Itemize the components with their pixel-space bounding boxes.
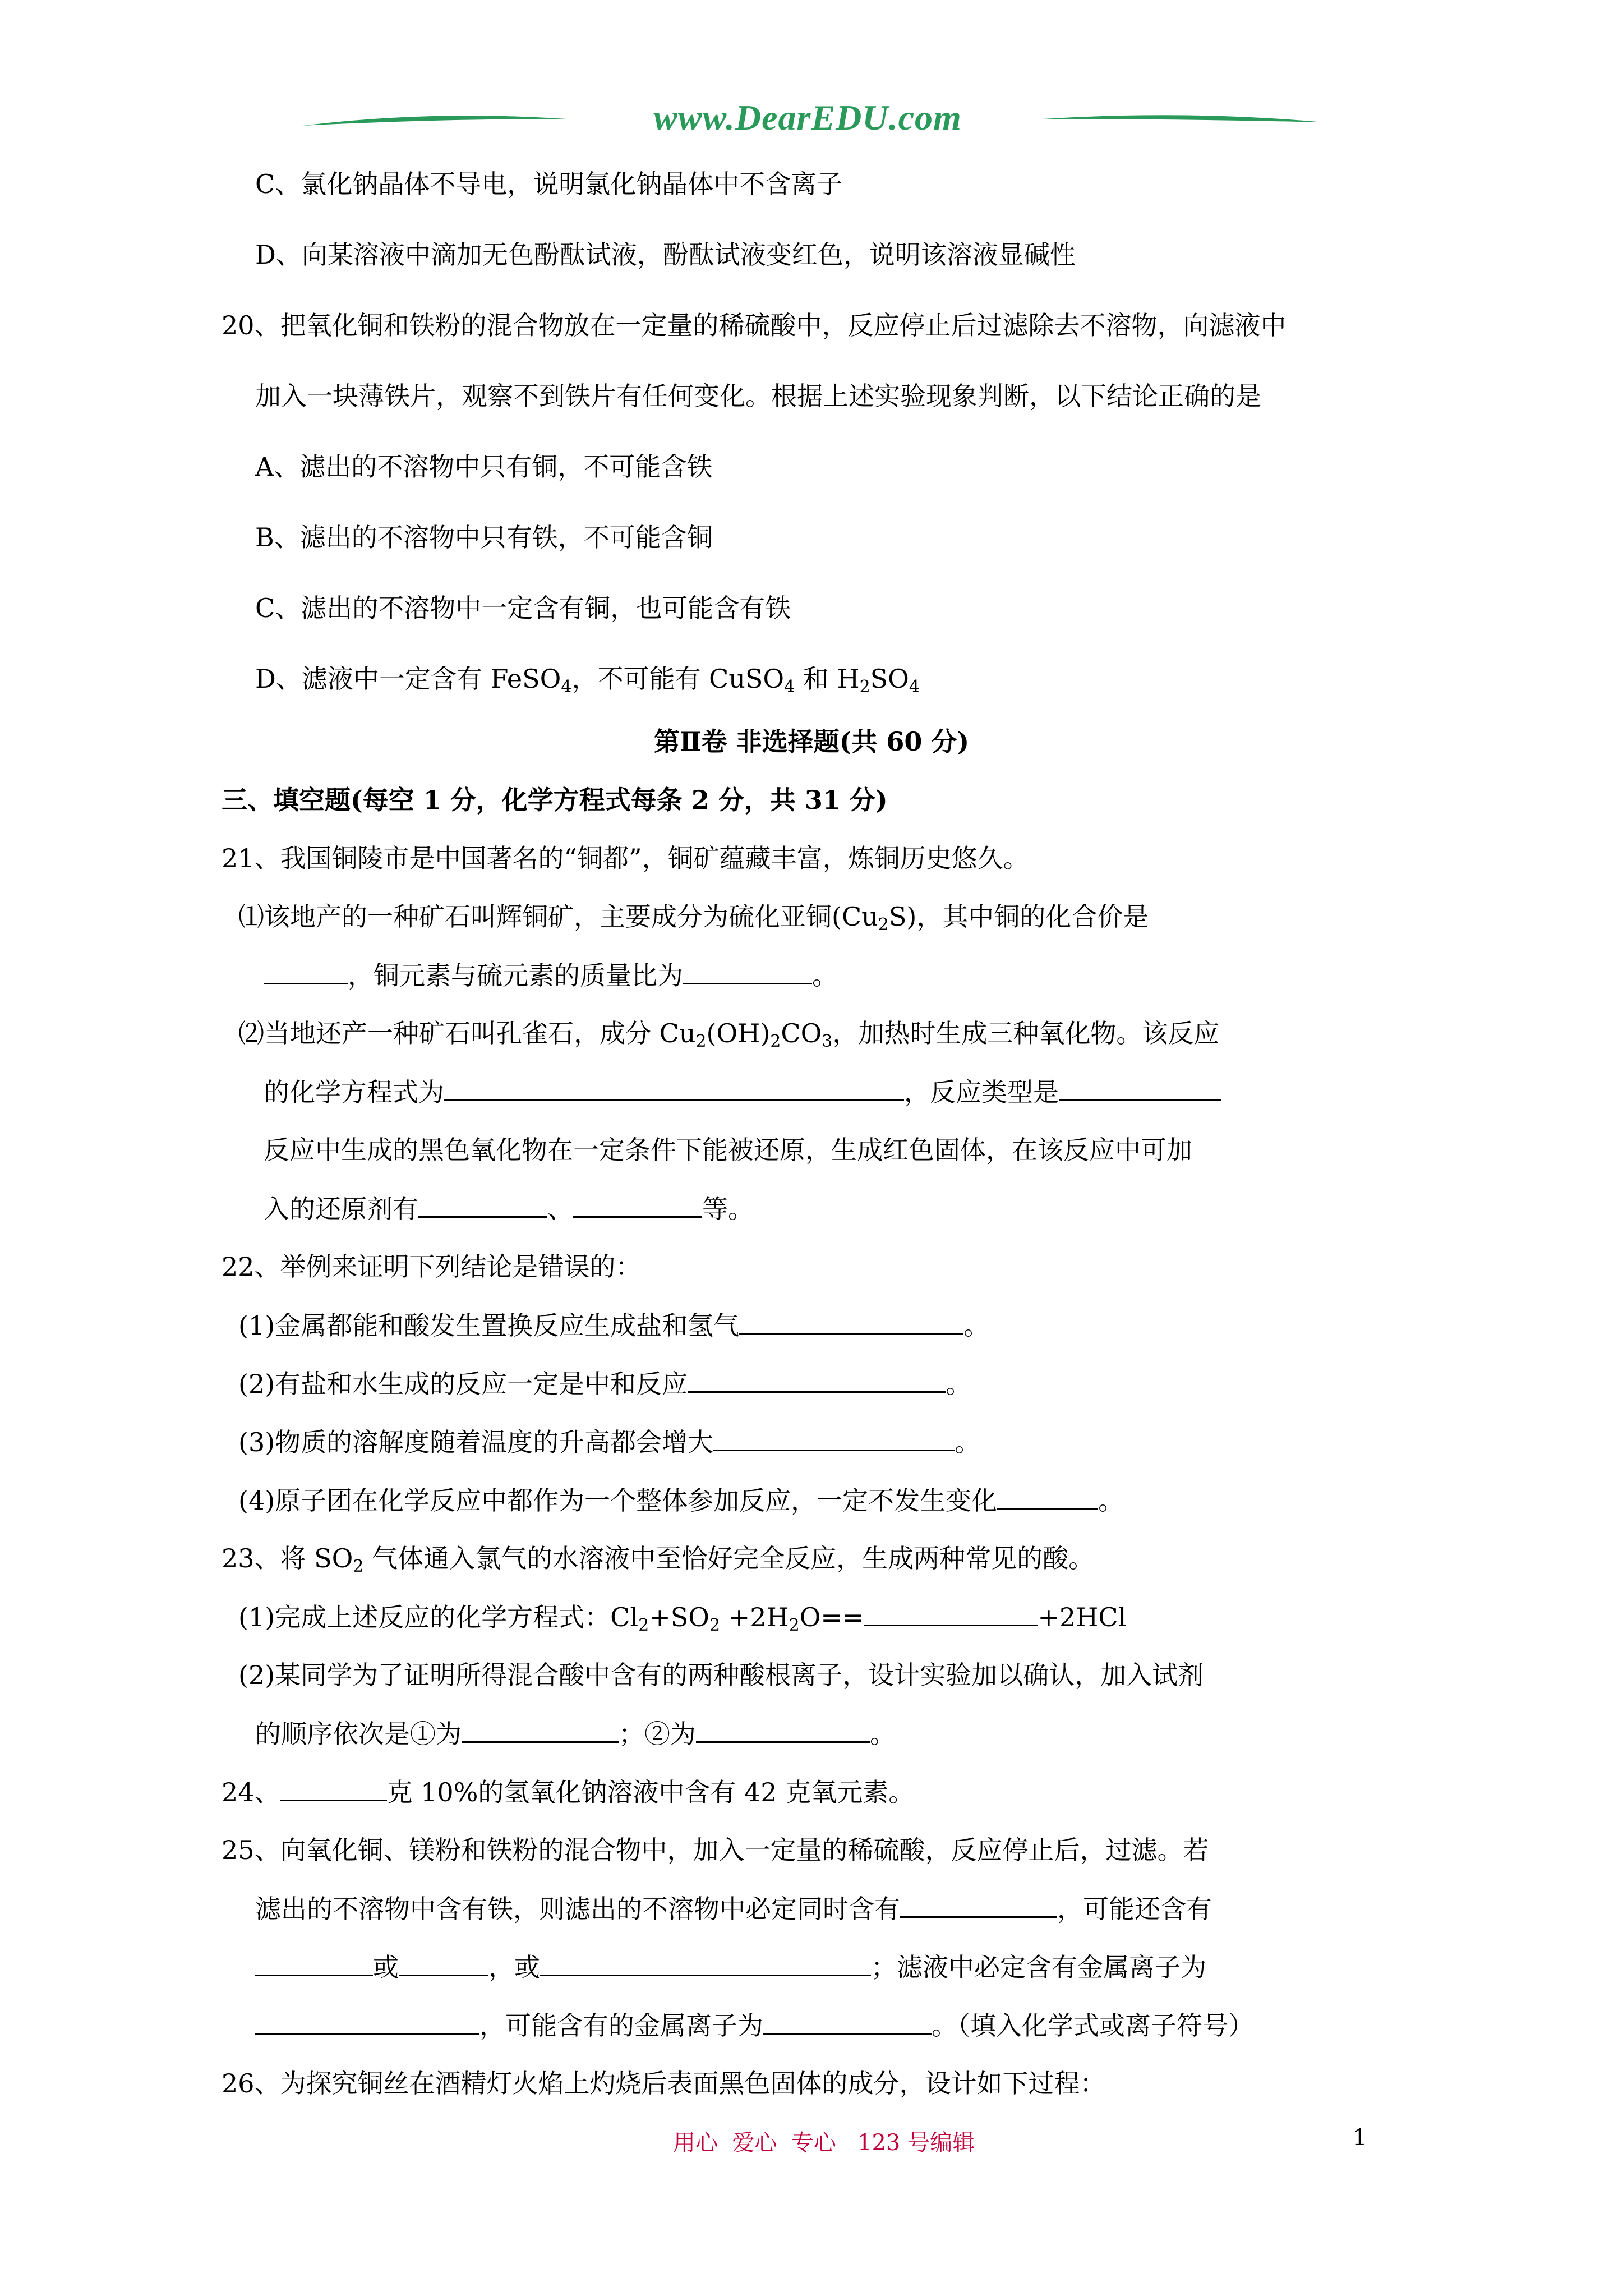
q20-d-text1: D、滤液中一定含有 FeSO — [255, 664, 561, 694]
q21-p1-sub: 2 — [878, 915, 889, 935]
q25-may-contain-blank-1[interactable] — [255, 1950, 373, 1976]
q22-item-3 — [238, 1425, 980, 1459]
q25-line1: 25、向氧化铜、镁粉和铁粉的混合物中，加入一定量的稀硫酸，反应停止后，过滤。若 — [222, 1835, 1209, 1865]
q21-p2-line4-text-a: 入的还原剂有 — [264, 1194, 418, 1224]
q23-stem-text-a: 23、将 SO — [222, 1543, 353, 1573]
q22-item2-blank[interactable] — [688, 1366, 946, 1393]
q22-item1-text: (1)金属都能和酸发生置换反应生成盐和氢气 — [238, 1310, 740, 1341]
q24-text: 克 10%的氢氧化钠溶液中含有 42 克氧元素。 — [386, 1777, 915, 1807]
q22-item2-text: (2)有盐和水生成的反应一定是中和反应 — [238, 1369, 688, 1399]
q20-d-text2: ，不可能有 CuSO — [571, 664, 785, 694]
q21-reducer-blank-2[interactable] — [573, 1191, 702, 1218]
q21-p1-text-a: ⑴该地产的一种矿石叫辉铜矿，主要成分为硫化亚铜(Cu — [238, 901, 878, 932]
q24-prefix: 24、 — [222, 1777, 280, 1807]
q25-line3-text-b: ，或 — [488, 1952, 540, 1982]
q20-option-d — [255, 662, 920, 696]
q23-p2-line2-text-a: 的顺序依次是①为 — [255, 1719, 462, 1749]
q20-option-b: B、滤出的不溶物中只有铁，不可能含铜 — [255, 522, 713, 553]
q23-stem — [222, 1542, 1094, 1575]
q21-reaction-type-blank[interactable] — [1059, 1075, 1221, 1101]
q20-d-sub2: 4 — [784, 677, 795, 697]
q23-p1-sub2: 2 — [709, 1616, 721, 1635]
q22-item1-end: 。 — [963, 1310, 990, 1341]
q22-item-1 — [238, 1308, 989, 1342]
q21-part2-line2 — [264, 1075, 1221, 1109]
q23-p1-text-b: +SO — [649, 1602, 709, 1632]
site-header — [303, 93, 1324, 154]
q21-p2-line2-text-a: 的化学方程式为 — [264, 1077, 444, 1107]
q20-stem-line2: 加入一块薄铁片，观察不到铁片有任何变化。根据上述实验现象判断，以下结论正确的是 — [255, 381, 1261, 411]
q25-must-contain-blank[interactable] — [900, 1892, 1057, 1918]
q22-item2-end: 。 — [946, 1369, 972, 1399]
q20-d-sub3: 2 — [859, 677, 870, 697]
q22-item3-blank[interactable] — [713, 1425, 955, 1451]
q23-stem-text-b: 气体通入氯气的水溶液中至恰好完全反应，生成两种常见的酸。 — [363, 1543, 1095, 1573]
q25-may-contain-blank-2[interactable] — [399, 1950, 488, 1976]
q21-p2-text-b: (OH) — [706, 1018, 771, 1048]
q21-reducer-blank-1[interactable] — [418, 1191, 547, 1218]
q22-item3-text: (3)物质的溶解度随着温度的升高都会增大 — [238, 1427, 714, 1457]
q21-p1-line2-text: ，铜元素与硫元素的质量比为 — [348, 960, 683, 991]
q25-filtrate-ions-blank[interactable] — [255, 2008, 479, 2035]
q25-line2 — [255, 1892, 1212, 1926]
q23-p1-sub3: 2 — [789, 1616, 800, 1635]
q25-line2-text-b: ，可能还含有 — [1057, 1894, 1212, 1924]
site-logo[interactable]: www.DearEDU.com — [653, 98, 962, 137]
q22-item-4 — [238, 1483, 1124, 1517]
q21-p2-line4-text-b: 、 — [547, 1194, 573, 1224]
q26-stem: 26、为探究铜丝在酒精灯火焰上灼烧后表面黑色固体的成分，设计如下过程： — [222, 2068, 1106, 2099]
q23-reagent-2-blank[interactable] — [696, 1717, 870, 1743]
q21-p1-text-b: S)，其中铜的化合价是 — [888, 901, 1149, 932]
q25-possible-ions-blank[interactable] — [763, 2008, 932, 2035]
q23-p2-line2-text-b: ；②为 — [619, 1719, 696, 1749]
q23-stem-sub: 2 — [353, 1557, 364, 1576]
q25-line3-text-a: 或 — [373, 1952, 399, 1982]
q25-line4 — [255, 2008, 1254, 2042]
q21-part2-line4 — [264, 1191, 754, 1226]
q23-p1-text-d: O== — [799, 1602, 864, 1632]
q21-part1-line2 — [264, 958, 838, 992]
q20-d-sub4: 4 — [909, 677, 920, 697]
q20-option-a: A、滤出的不溶物中只有铜，不可能含铁 — [255, 452, 713, 482]
q25-line2-text-a: 滤出的不溶物中含有铁，则滤出的不溶物中必定同时含有 — [255, 1894, 900, 1924]
q23-part-2-line2 — [255, 1717, 896, 1751]
part2-title: 第Ⅱ卷 非选择题(共 60 分) — [653, 726, 970, 757]
q21-equation-blank[interactable] — [444, 1075, 904, 1101]
q23-p1-text-c: +2H — [720, 1602, 789, 1632]
swoosh-left-icon — [303, 107, 566, 140]
q25-line4-text-b: 。（填入化学式或离子符号） — [932, 2010, 1254, 2041]
swoosh-right-icon — [1043, 107, 1324, 140]
q21-valence-blank[interactable] — [264, 958, 348, 984]
q25-may-contain-blank-3[interactable] — [540, 1950, 871, 1976]
q25-line3-text-c: ；滤液中必定含有金属离子为 — [871, 1952, 1206, 1982]
q19-option-d: D、向某溶液中滴加无色酚酞试液，酚酞试液变红色，说明该溶液显碱性 — [255, 240, 1076, 270]
q25-line3 — [255, 1950, 1206, 1984]
q21-p2-line2-text-b: ，反应类型是 — [904, 1077, 1059, 1107]
q21-p2-sub1: 2 — [695, 1032, 707, 1051]
q23-p1-text-a: (1)完成上述反应的化学方程式：Cl — [238, 1602, 639, 1632]
q25-line4-text-a: ，可能含有的金属离子为 — [479, 2010, 763, 2041]
q20-option-c: C、滤出的不溶物中一定含有铜，也可能含有铁 — [255, 593, 791, 623]
q24 — [222, 1775, 914, 1809]
q21-p2-line4-text-c: 等。 — [702, 1194, 754, 1224]
q21-p2-text-a: ⑵当地还产一种矿石叫孔雀石，成分 Cu — [238, 1018, 696, 1048]
q21-part2-line1 — [238, 1016, 1219, 1050]
q21-part2-line3: 反应中生成的黑色氧化物在一定条件下能被还原，生成红色固体，在该反应中可加 — [264, 1135, 1192, 1165]
q23-p2-line2-text-c: 。 — [870, 1719, 896, 1749]
q21-stem: 21、我国铜陵市是中国著名的“铜都”，铜矿蕴藏丰富，炼铜历史悠久。 — [222, 843, 1029, 873]
q21-part1-line1 — [238, 900, 1149, 933]
q22-item-2 — [238, 1366, 971, 1401]
q19-option-c: C、氯化钠晶体不导电，说明氯化钠晶体中不含离子 — [255, 169, 843, 199]
q21-p1-line2-end: 。 — [812, 960, 838, 991]
q20-d-text3: 和 H — [795, 664, 860, 694]
q21-mass-ratio-blank[interactable] — [683, 958, 812, 984]
footer-text: 用心 爱心 专心 123 号编辑 — [673, 2130, 975, 2156]
q23-part-2-line1: (2)某同学为了证明所得混合酸中含有的两种酸根离子，设计实验加以确认，加入试剂 — [238, 1660, 1204, 1690]
q24-mass-blank[interactable] — [280, 1775, 387, 1801]
q22-item4-blank[interactable] — [997, 1483, 1098, 1510]
q20-stem-line1: 20、把氧化铜和铁粉的混合物放在一定量的稀硫酸中，反应停止后过滤除去不溶物，向滤液中 — [222, 310, 1287, 341]
q23-reagent-1-blank[interactable] — [462, 1717, 619, 1743]
q21-p2-text-c: CO — [781, 1018, 822, 1048]
q20-d-text4: SO — [870, 664, 909, 694]
q20-d-sub1: 4 — [561, 677, 572, 697]
q21-p2-text-d: ，加热时生成三种氧化物。该反应 — [832, 1018, 1220, 1048]
section3-title: 三、填空题(每空 1 分，化学方程式每条 2 分，共 31 分) — [222, 785, 888, 815]
q23-equation-blank[interactable] — [864, 1600, 1038, 1626]
q22-item4-end: 。 — [1098, 1485, 1124, 1516]
q23-p1-sub1: 2 — [638, 1616, 649, 1635]
q23-p1-text-e: +2HCl — [1038, 1602, 1127, 1632]
q22-stem: 22、举例来证明下列结论是错误的： — [222, 1251, 642, 1282]
q23-part-1 — [238, 1600, 1126, 1634]
q22-item1-blank[interactable] — [739, 1308, 963, 1335]
q22-item4-text: (4)原子团在化学反应中都作为一个整体参加反应，一定不发生变化 — [238, 1485, 998, 1516]
q21-p2-sub2: 2 — [770, 1032, 781, 1051]
q22-item3-end: 。 — [955, 1427, 981, 1457]
page-number: 1 — [1353, 2125, 1367, 2151]
q21-p2-sub3: 3 — [822, 1032, 833, 1051]
